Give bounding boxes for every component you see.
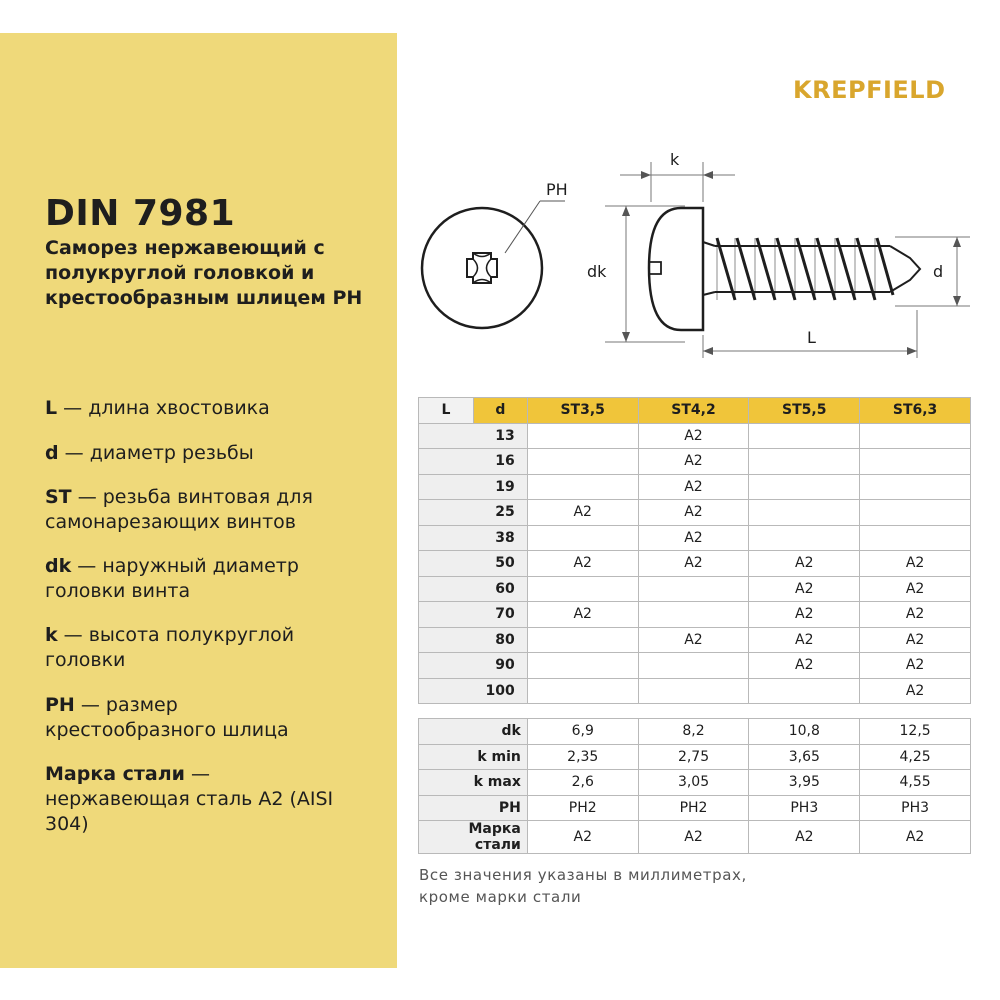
table-cell: 3,95 xyxy=(749,770,860,796)
row-length: 25 xyxy=(419,500,528,526)
screw-drawing xyxy=(405,140,975,360)
table-cell: 3,05 xyxy=(638,770,749,796)
row-length: 19 xyxy=(419,474,528,500)
table-cell: 2,35 xyxy=(527,744,638,770)
table-cell xyxy=(860,500,971,526)
table-cell: A2 xyxy=(860,653,971,679)
table-cell xyxy=(638,576,749,602)
table-cell: 12,5 xyxy=(860,719,971,745)
table-cell: PH2 xyxy=(527,795,638,821)
table-cell: A2 xyxy=(749,551,860,577)
row-length: 16 xyxy=(419,449,528,475)
table-cell: A2 xyxy=(527,551,638,577)
legend-item-ph: PH — размер крестообразного шлица xyxy=(45,694,289,741)
ph-label: PH xyxy=(546,180,568,199)
table-cell xyxy=(749,525,860,551)
row-parameter: k min xyxy=(419,744,528,770)
table-cell xyxy=(749,500,860,526)
table-row xyxy=(419,678,971,704)
table-cell: A2 xyxy=(860,627,971,653)
page-title: DIN 7981 xyxy=(45,193,236,234)
table-cell xyxy=(527,576,638,602)
table-row xyxy=(419,744,971,770)
table-cell: A2 xyxy=(749,653,860,679)
row-length: 100 xyxy=(419,678,528,704)
table-cell xyxy=(527,627,638,653)
table-cell xyxy=(527,449,638,475)
table-row xyxy=(419,500,971,526)
table-cell xyxy=(638,602,749,628)
table-cell: 6,9 xyxy=(527,719,638,745)
table-row xyxy=(419,719,971,745)
table-row xyxy=(419,653,971,679)
ph-leader xyxy=(505,201,540,253)
header-col: ST4,2 xyxy=(638,398,749,424)
dimensions-table xyxy=(418,718,971,854)
table-cell: A2 xyxy=(860,821,971,854)
row-parameter: Марка стали xyxy=(419,821,528,854)
legend-item-l: L — длина хвостовика xyxy=(45,397,270,419)
table-cell xyxy=(638,678,749,704)
row-length: 38 xyxy=(419,525,528,551)
table-cell: A2 xyxy=(749,821,860,854)
table-cell: A2 xyxy=(527,500,638,526)
header-l: L xyxy=(419,398,474,424)
page-subtitle: Саморез нержавеющий с полукруглой головкой и крестообразным шлицем PH xyxy=(45,237,363,309)
table-cell: A2 xyxy=(638,551,749,577)
table-cell xyxy=(638,653,749,679)
legend-item-k: k — высота полукруглой головки xyxy=(45,624,295,671)
table-row xyxy=(419,821,971,854)
table-cell xyxy=(527,653,638,679)
legend-item-st: ST — резьба винтовая для самонарезающих винтов xyxy=(45,486,313,533)
dk-label: dk xyxy=(587,262,607,281)
table-cell: 10,8 xyxy=(749,719,860,745)
table-row xyxy=(419,525,971,551)
table-cell: A2 xyxy=(638,449,749,475)
table-cell xyxy=(749,474,860,500)
legend-item-d: d — диаметр резьбы xyxy=(45,442,254,464)
table-cell: A2 xyxy=(638,474,749,500)
l-label: L xyxy=(807,328,816,347)
brand-logo: KREPFIELD xyxy=(793,76,946,104)
row-length: 70 xyxy=(419,602,528,628)
table-cell: A2 xyxy=(527,602,638,628)
table-cell xyxy=(860,449,971,475)
row-parameter: k max xyxy=(419,770,528,796)
k-label: k xyxy=(670,150,680,169)
header-col: ST6,3 xyxy=(860,398,971,424)
table-cell xyxy=(860,525,971,551)
table-row xyxy=(419,770,971,796)
table-cell: 3,65 xyxy=(749,744,860,770)
table-cell xyxy=(860,423,971,449)
table-cell: 8,2 xyxy=(638,719,749,745)
row-length: 60 xyxy=(419,576,528,602)
table-row xyxy=(419,474,971,500)
table-cell: A2 xyxy=(638,627,749,653)
table-row xyxy=(419,576,971,602)
table-row xyxy=(419,795,971,821)
table-row xyxy=(419,602,971,628)
table-cell: 2,6 xyxy=(527,770,638,796)
table-cell: A2 xyxy=(638,821,749,854)
table-cell: A2 xyxy=(749,576,860,602)
table-cell: A2 xyxy=(749,602,860,628)
table-cell: A2 xyxy=(527,821,638,854)
row-length: 50 xyxy=(419,551,528,577)
table-row xyxy=(419,627,971,653)
table-cell: A2 xyxy=(860,678,971,704)
table-row xyxy=(419,449,971,475)
legend-item-dk: dk — наружный диаметр головки винта xyxy=(45,555,299,602)
table-cell xyxy=(527,678,638,704)
table-cell xyxy=(749,423,860,449)
table-cell: A2 xyxy=(638,423,749,449)
row-length: 90 xyxy=(419,653,528,679)
legend-item-steel: Марка стали — нержавеющая сталь A2 (AISI 304) xyxy=(45,763,334,835)
table-row xyxy=(419,423,971,449)
screw-side-view xyxy=(649,208,920,330)
table-cell xyxy=(749,449,860,475)
table-cell: A2 xyxy=(638,525,749,551)
table-cell xyxy=(527,525,638,551)
units-note: Все значения указаны в миллиметрах, кроме марки стали xyxy=(419,866,747,906)
table-cell xyxy=(749,678,860,704)
table-cell xyxy=(527,423,638,449)
length-table xyxy=(418,397,971,704)
header-col: ST5,5 xyxy=(749,398,860,424)
table-cell: PH3 xyxy=(749,795,860,821)
row-length: 13 xyxy=(419,423,528,449)
table-cell: A2 xyxy=(860,602,971,628)
table-header-row xyxy=(419,398,971,424)
table-cell: 2,75 xyxy=(638,744,749,770)
head-front-view xyxy=(422,208,542,328)
header-d: d xyxy=(473,398,527,424)
row-parameter: PH xyxy=(419,795,528,821)
table-cell xyxy=(527,474,638,500)
header-col: ST3,5 xyxy=(527,398,638,424)
table-cell: A2 xyxy=(749,627,860,653)
table-row xyxy=(419,551,971,577)
table-cell: A2 xyxy=(638,500,749,526)
table-cell: 4,55 xyxy=(860,770,971,796)
table-cell: PH3 xyxy=(860,795,971,821)
table-cell xyxy=(860,474,971,500)
table-cell: 4,25 xyxy=(860,744,971,770)
d-label: d xyxy=(933,262,944,281)
table-cell: A2 xyxy=(860,551,971,577)
row-parameter: dk xyxy=(419,719,528,745)
table-cell: A2 xyxy=(860,576,971,602)
table-cell: PH2 xyxy=(638,795,749,821)
row-length: 80 xyxy=(419,627,528,653)
